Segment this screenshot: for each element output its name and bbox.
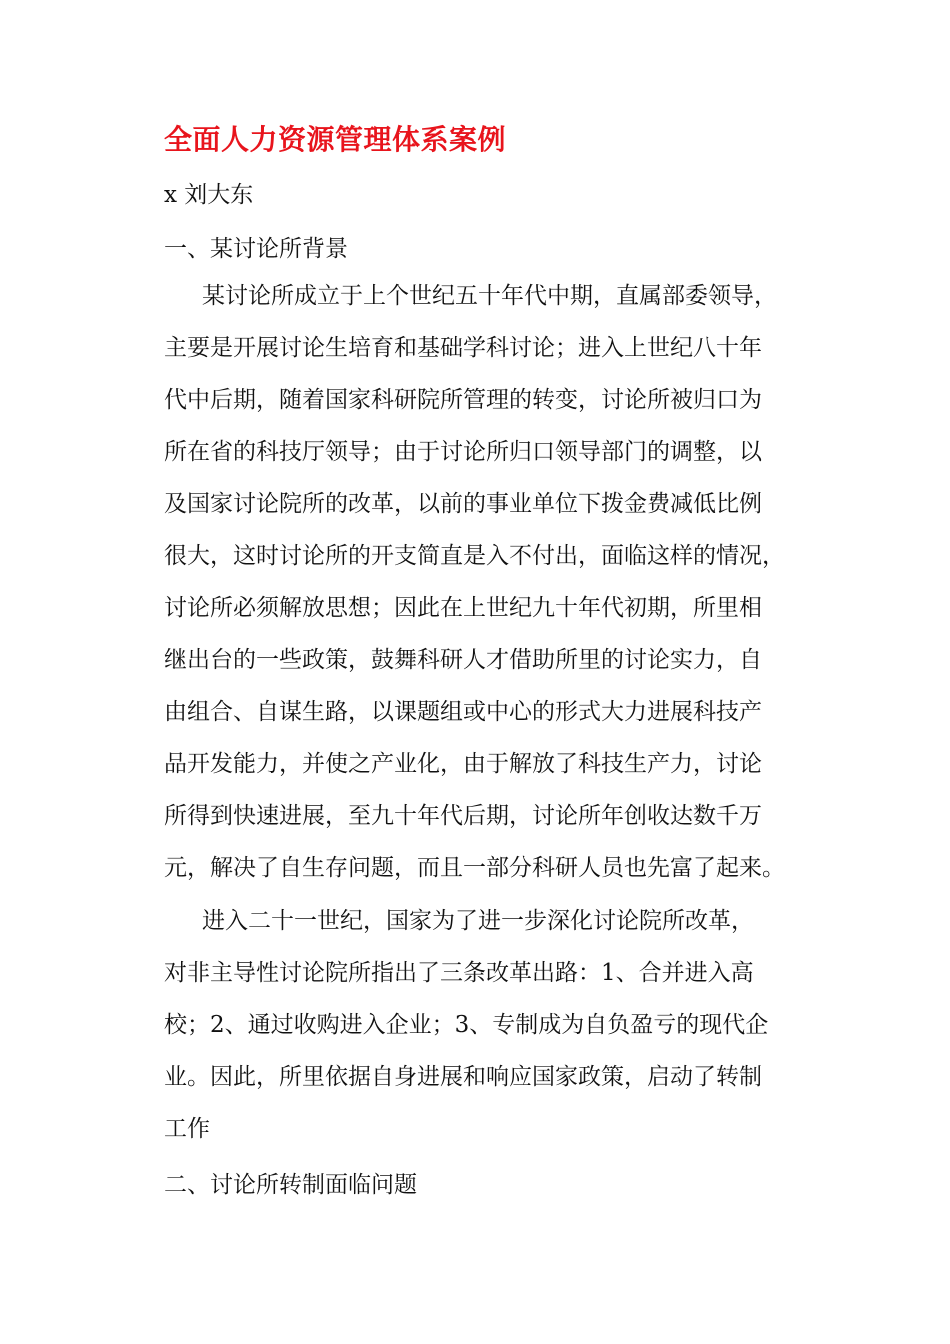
paragraph-line: 业。因此，所里依据自身进展和响应国家政策，启动了转制 xyxy=(164,1064,762,1090)
section-heading-2: 二、讨论所转制面临问题 xyxy=(164,1172,417,1198)
paragraph-1 xyxy=(164,270,794,894)
paragraph-line: 讨论所必须解放思想；因此在上世纪九十年代初期，所里相 xyxy=(164,595,762,621)
paragraph-line: 进入二十一世纪，国家为了进一步深化讨论院所改革， xyxy=(202,908,754,934)
paragraph-line: 校；2、通过收购进入企业；3、专制成为自负盈亏的现代企 xyxy=(164,1012,769,1038)
paragraph-line: 品开发能力，并使之产业化，由于解放了科技生产力，讨论 xyxy=(164,751,762,777)
paragraph-line: 及国家讨论院所的改革，以前的事业单位下拨金费减低比例 xyxy=(164,491,762,517)
paragraph-2 xyxy=(164,895,794,1155)
section-heading-1: 一、某讨论所背景 xyxy=(164,236,348,262)
paragraph-line: 由组合、自谋生路，以课题组或中心的形式大力进展科技产 xyxy=(164,699,762,725)
paragraph-line: 所得到快速进展，至九十年代后期，讨论所年创收达数千万 xyxy=(164,803,762,829)
paragraph-line: 所在省的科技厅领导；由于讨论所归口领导部门的调整，以 xyxy=(164,439,762,465)
paragraph-line: 工作 xyxy=(164,1116,210,1142)
paragraph-line: 元，解决了自生存问题，而且一部分科研人员也先富了起来。 xyxy=(164,855,785,881)
paragraph-line: 主要是开展讨论生培育和基础学科讨论；进入上世纪八十年 xyxy=(164,335,762,361)
paragraph-line: 继出台的一些政策，鼓舞科研人才借助所里的讨论实力，自 xyxy=(164,647,762,673)
paragraph-line: 对非主导性讨论院所指出了三条改革出路：1、合并进入高 xyxy=(164,960,754,986)
document-title: 全面人力资源管理体系案例 xyxy=(164,123,507,156)
paragraph-line: 代中后期，随着国家科研院所管理的转变，讨论所被归口为 xyxy=(164,387,762,413)
paragraph-line: 很大，这时讨论所的开支简直是入不付出，面临这样的情况， xyxy=(164,543,785,569)
paragraph-line: 某讨论所成立于上个世纪五十年代中期，直属部委领导， xyxy=(202,283,777,309)
author-line: x 刘大东 xyxy=(164,182,254,208)
